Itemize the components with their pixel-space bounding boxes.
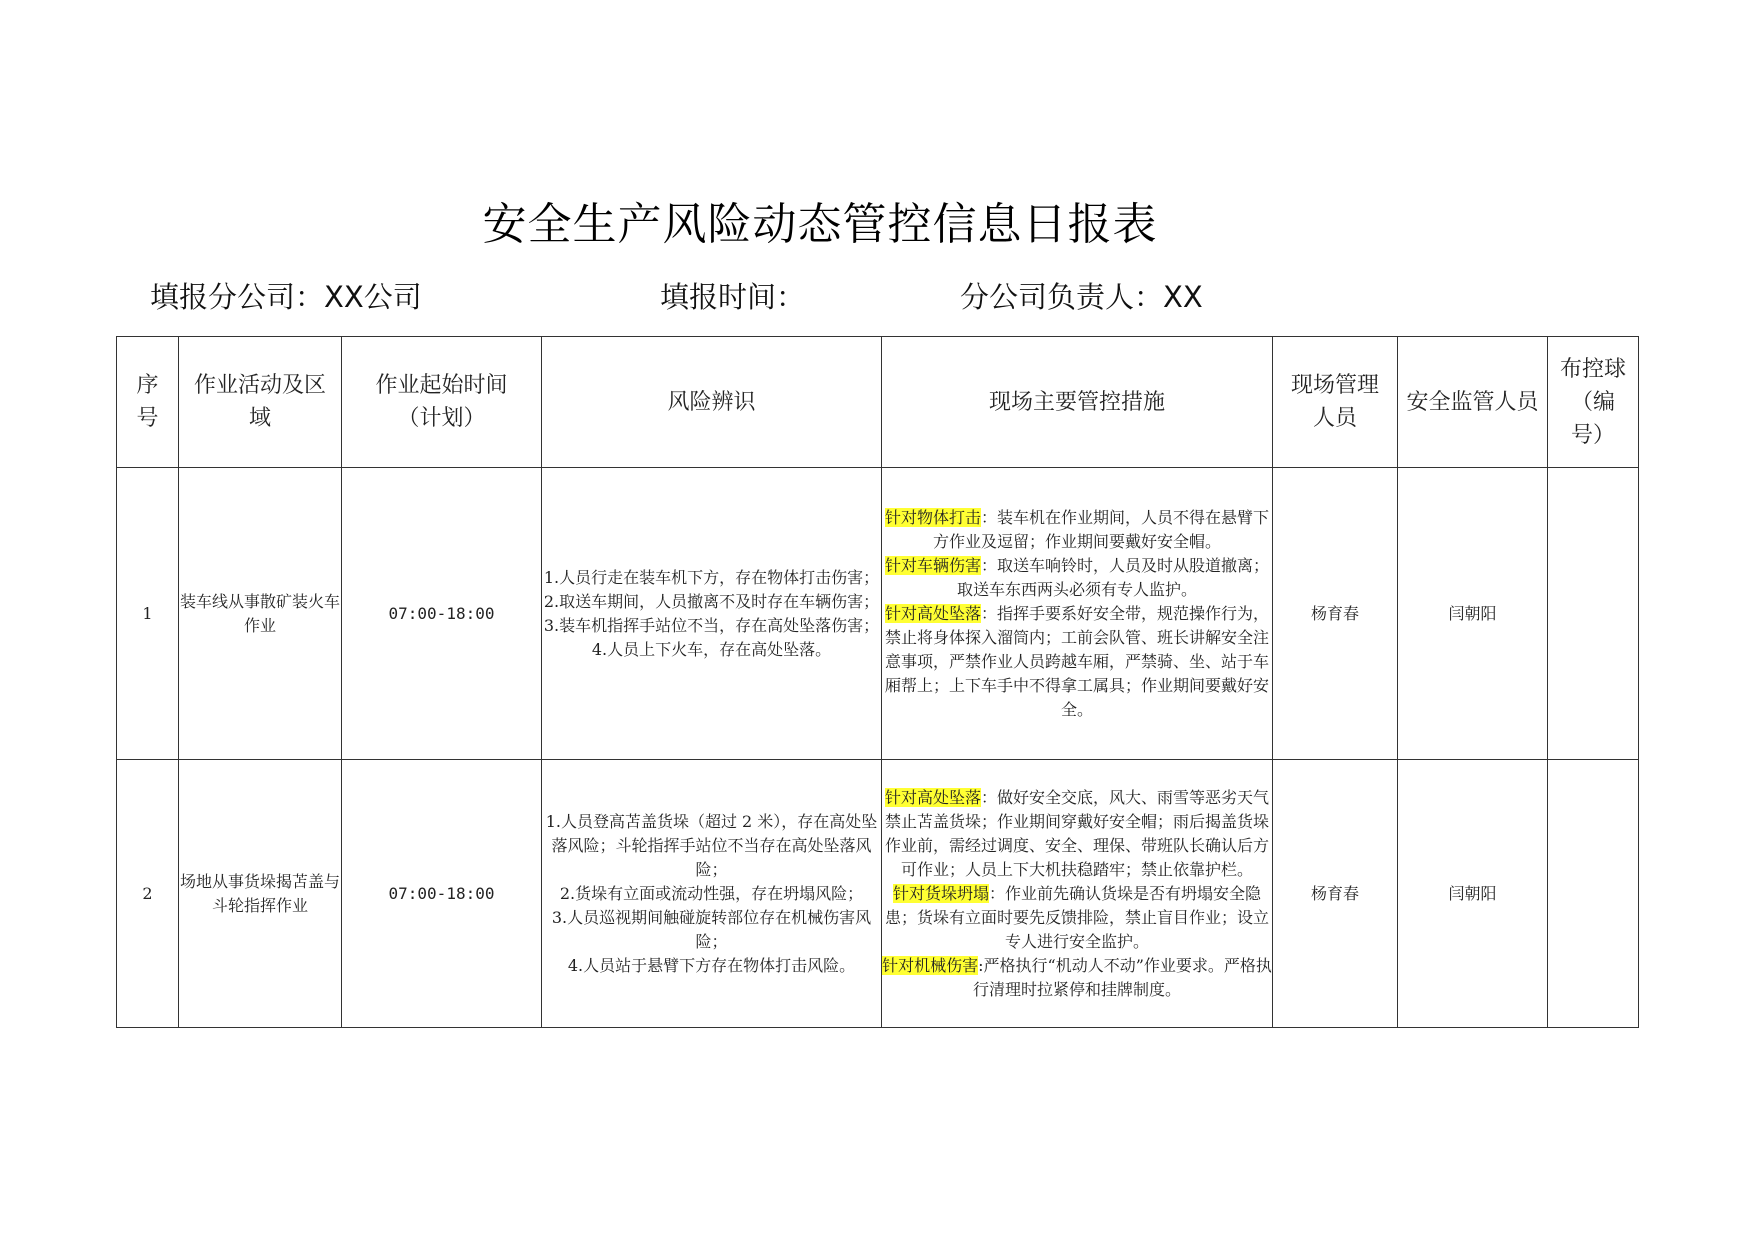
report-meta bbox=[150, 275, 1600, 315]
header-activity: 作业活动及区域 bbox=[179, 337, 342, 468]
measure-text: ：取送车响铃时，人员及时从股道撤离；取送车东西两头必须有专人监护。 bbox=[956, 555, 1270, 599]
measure-text: :严格执行“机动人不动”作业要求。严格执行清理时拉紧停和挂牌制度。 bbox=[972, 955, 1272, 999]
site-manager-cell: 杨育春 bbox=[1273, 468, 1398, 760]
header-measures: 现场主要管控措施 bbox=[882, 337, 1273, 468]
measure-text: ：做好安全交底，风大、雨雪等恶劣天气禁止苫盖货垛；作业期间穿戴好安全帽；雨后揭盖货垛作业前，需经过调度、安全、理保、带班队长确认后方可作业；人员上下大机扶稳踏牢；禁止依靠护栏。 bbox=[884, 787, 1270, 879]
risk-cell bbox=[542, 468, 882, 760]
branch-leader-field: 分公司负责人：XX bbox=[960, 280, 1203, 314]
header-site-manager: 现场管理人员 bbox=[1273, 337, 1398, 468]
risk-item: 1.人员行走在装车机下方，存在物体打击伤害； bbox=[543, 567, 880, 587]
table-header-row bbox=[117, 337, 1639, 468]
measure-tag-highlight: 针对车辆伤害 bbox=[884, 555, 981, 575]
risk-cell bbox=[542, 760, 882, 1028]
time-cell: 07:00-18:00 bbox=[342, 468, 542, 760]
table-row bbox=[117, 760, 1639, 1028]
risk-item: 2.货垛有立面或流动性强，存在坍塌风险； bbox=[559, 883, 864, 903]
measure-item bbox=[882, 602, 1272, 722]
measure-text: ：作业前先确认货垛是否有坍塌安全隐患；货垛有立面时要先反馈排险，禁止盲目作业；设立专人进行安全监护。 bbox=[884, 883, 1269, 951]
measure-text: ：指挥手要系好安全带，规范操作行为，禁止将身体探入溜筒内；工前会队管、班长讲解安全注意事项，严禁作业人员跨越车厢，严禁骑、坐、站于车厢帮上；上下车手中不得拿工属具；作业期间要戴好安全。 bbox=[884, 603, 1270, 719]
company-field: 填报分公司：XX公司 bbox=[150, 280, 422, 314]
measure-item bbox=[882, 506, 1272, 554]
measure-item bbox=[882, 882, 1272, 954]
risk-item: 3.人员巡视期间触碰旋转部位存在机械伤害风险； bbox=[551, 907, 872, 951]
risk-item: 1.人员登高苫盖货垛（超过 2 米），存在高处坠落风险；斗轮指挥手站位不当存在高处坠落风险； bbox=[545, 811, 878, 879]
measure-tag-highlight: 针对高处坠落 bbox=[884, 603, 981, 623]
header-time: 作业起始时间（计划） bbox=[342, 337, 542, 468]
report-time-field: 填报时间： bbox=[660, 280, 806, 314]
seq-cell: 1 bbox=[117, 468, 179, 760]
control-ball-cell bbox=[1548, 760, 1639, 1028]
measure-item bbox=[882, 786, 1272, 882]
table-row bbox=[117, 468, 1639, 760]
measure-item bbox=[882, 954, 1272, 1002]
risk-item: 4.人员站于悬臂下方存在物体打击风险。 bbox=[567, 955, 856, 975]
measure-item bbox=[882, 554, 1272, 602]
risk-item: 3.装车机指挥手站位不当，存在高处坠落伤害； bbox=[543, 615, 880, 635]
risk-control-table bbox=[116, 336, 1639, 1028]
header-risk: 风险辨识 bbox=[542, 337, 882, 468]
header-seq: 序号 bbox=[117, 337, 179, 468]
site-manager-cell: 杨育春 bbox=[1273, 760, 1398, 1028]
safety-supervisor-cell: 闫朝阳 bbox=[1398, 468, 1548, 760]
activity-cell: 装车线从事散矿装火车作业 bbox=[179, 468, 342, 760]
time-cell: 07:00-18:00 bbox=[342, 760, 542, 1028]
measure-tag-highlight: 针对货垛坍塌 bbox=[892, 883, 989, 903]
control-ball-cell bbox=[1548, 468, 1639, 760]
seq-cell: 2 bbox=[117, 760, 179, 1028]
measures-cell bbox=[882, 760, 1273, 1028]
page-title: 安全生产风险动态管控信息日报表 bbox=[482, 199, 1158, 250]
header-control-ball: 布控球（编号） bbox=[1548, 337, 1639, 468]
measure-tag-highlight: 针对机械伤害 bbox=[882, 955, 979, 975]
risk-item: 2.取送车期间，人员撤离不及时存在车辆伤害； bbox=[543, 591, 880, 611]
measures-cell bbox=[882, 468, 1273, 760]
measure-tag-highlight: 针对高处坠落 bbox=[884, 787, 981, 807]
measure-tag-highlight: 针对物体打击 bbox=[884, 507, 981, 527]
safety-supervisor-cell: 闫朝阳 bbox=[1398, 760, 1548, 1028]
header-safety-supervisor: 安全监管人员 bbox=[1398, 337, 1548, 468]
activity-cell: 场地从事货垛揭苫盖与斗轮指挥作业 bbox=[179, 760, 342, 1028]
measure-text: ：装车机在作业期间，人员不得在悬臂下方作业及逗留；作业期间要戴好安全帽。 bbox=[932, 507, 1270, 551]
risk-item: 4.人员上下火车，存在高处坠落。 bbox=[591, 639, 832, 659]
